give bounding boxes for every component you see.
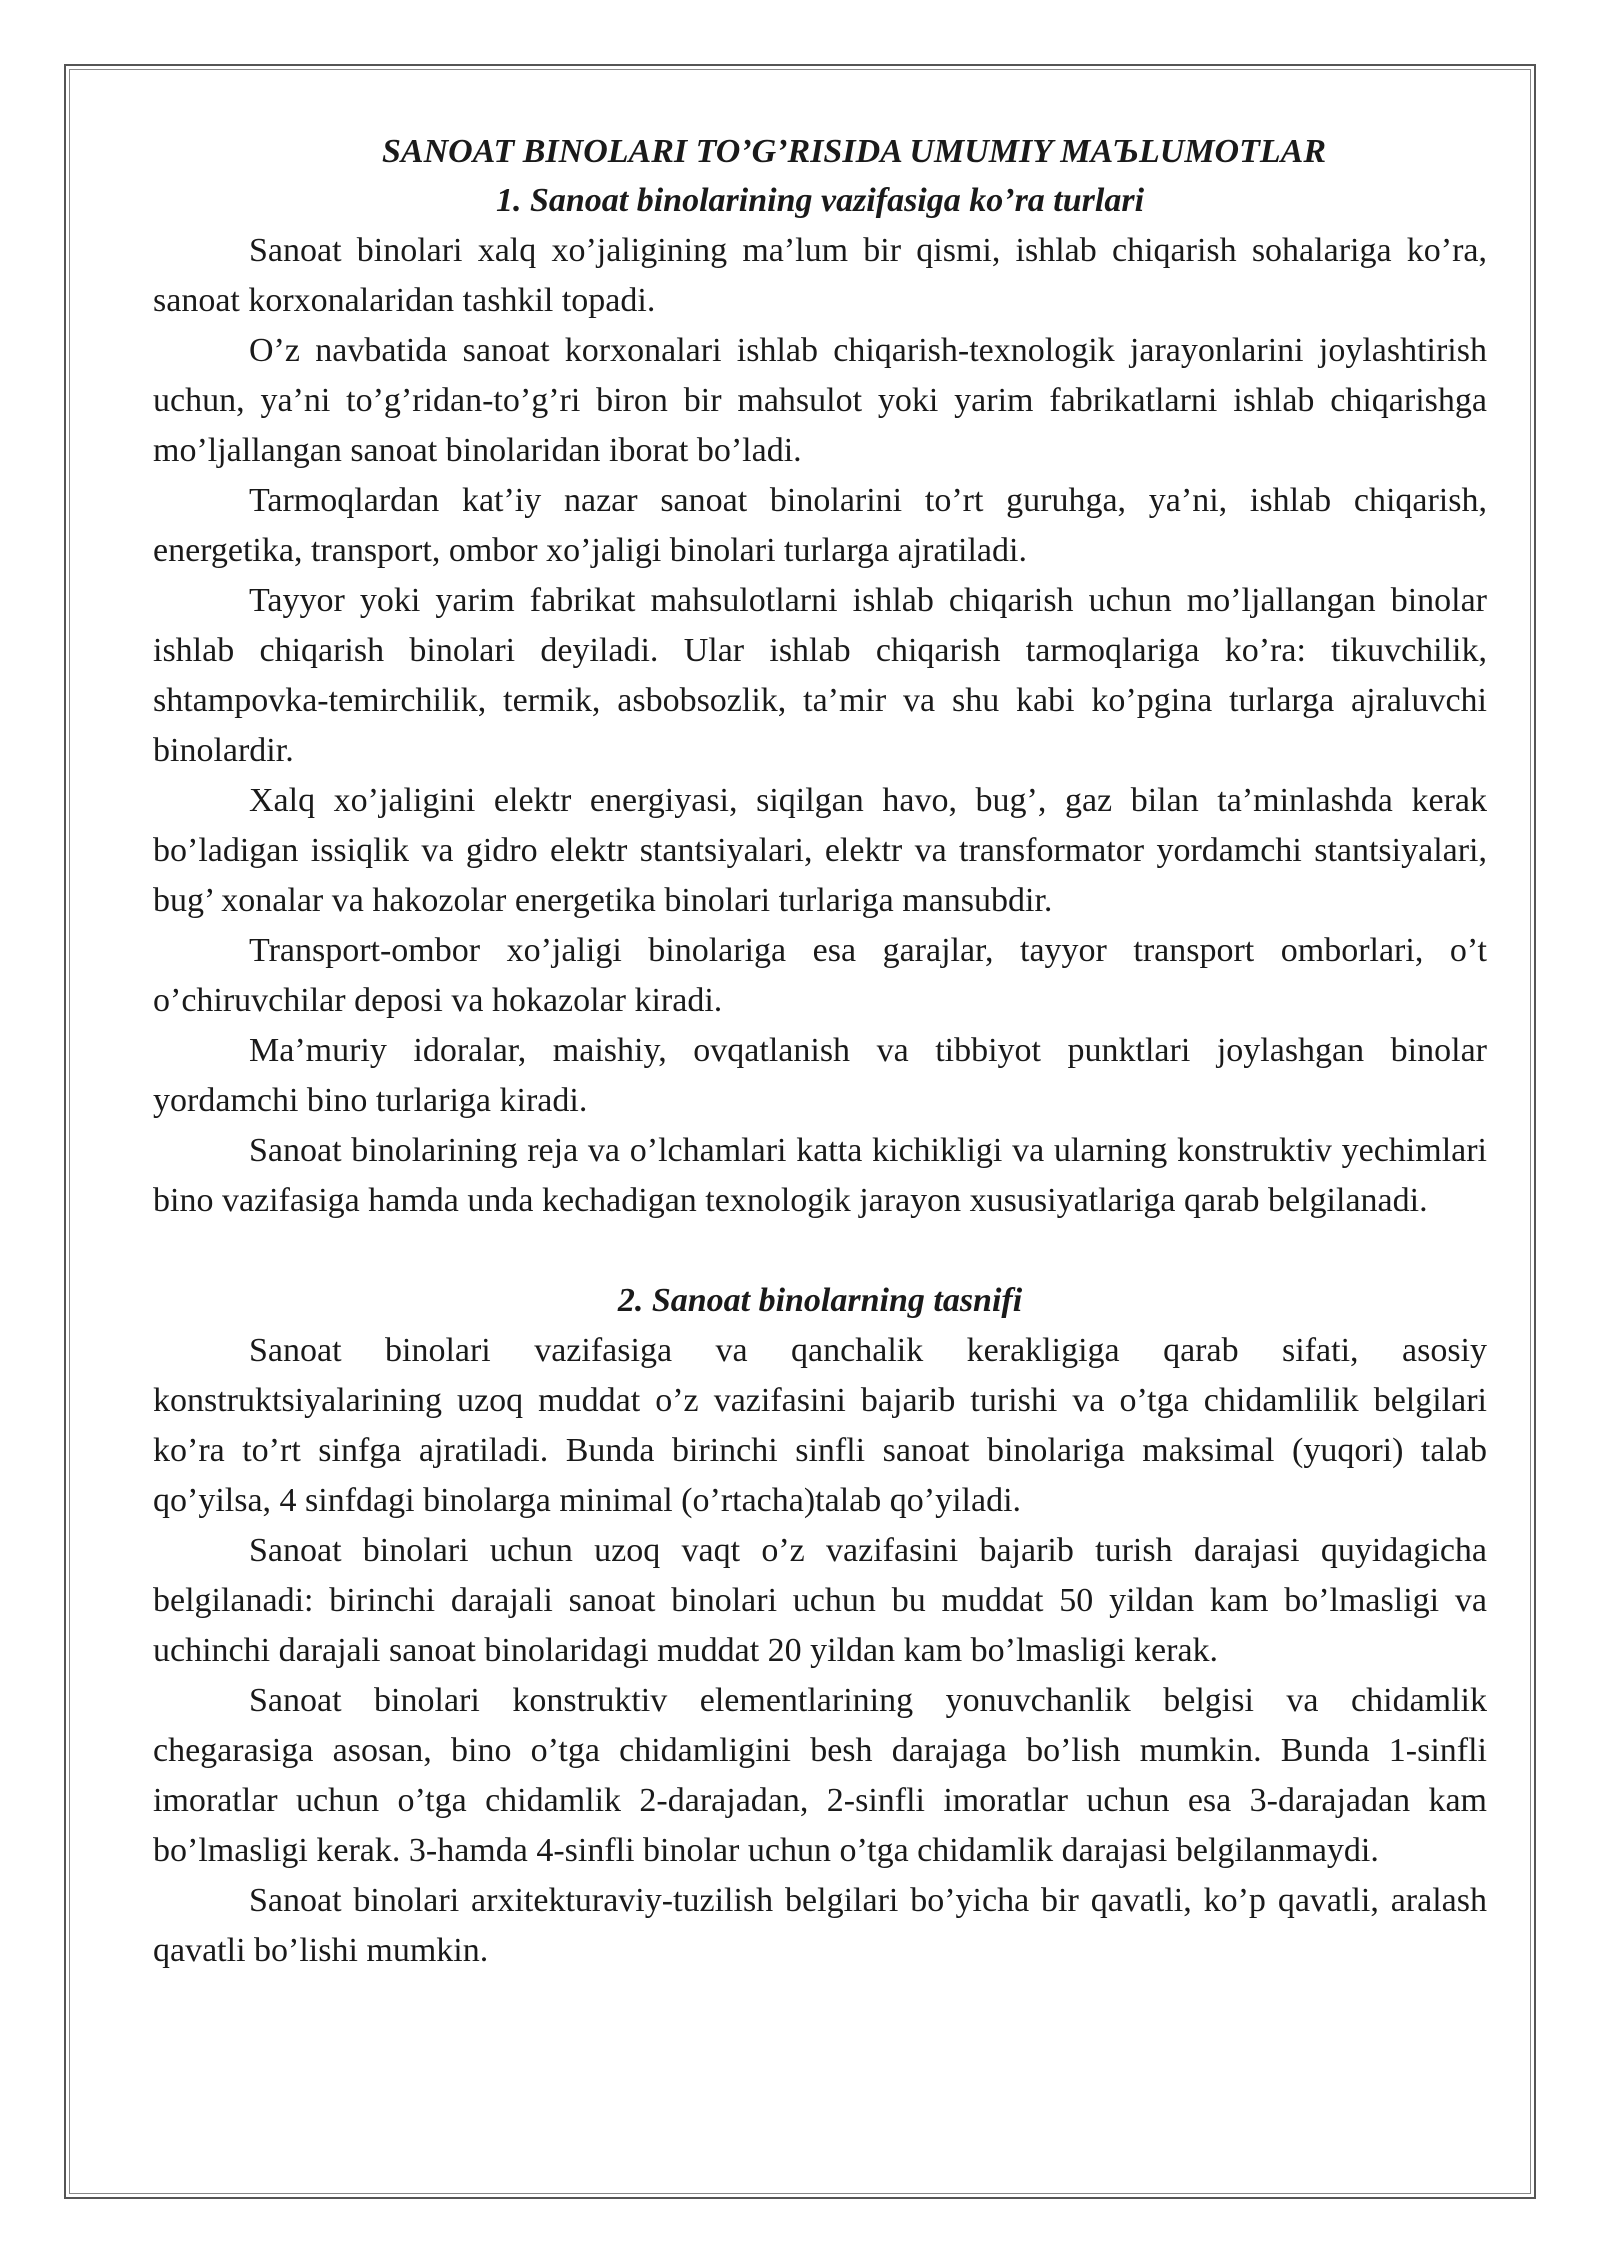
paragraph: Sanoat binolari xalq xo’jaligining ma’lum bir qismi, ishlab chiqarish sohalariga ko’ra, sanoat korxonalaridan tashkil topadi.	[153, 232, 1487, 319]
paragraph: Tarmoqlardan kat’iy nazar sanoat binolarini to’rt guruhga, ya’ni, ishlab chiqarish, energetika, transport, ombor xo’jaligi binolari turlarga ajratiladi.	[153, 482, 1487, 569]
paragraph: Transport-ombor xo’jaligi binolariga esa garajlar, tayyor transport omborlari, o’t o’chiruvchilar deposi va hokazolar kiradi.	[153, 932, 1487, 1019]
paragraph: Sanoat binolari uchun uzoq vaqt o’z vazifasini bajarib turish darajasi quyidagicha belgilanadi: birinchi darajali sanoat binolari uchun bu muddat 50 yildan kam bo’lmasligi va uchinchi darajali sanoat binolaridagi muddat 20 yildan kam bo’lmasligi kerak.	[153, 1532, 1487, 1669]
document-body	[153, 128, 1487, 1976]
section-heading: 1. Sanoat binolarining vazifasiga ko’ra turlari	[495, 182, 1145, 219]
section-2	[153, 1276, 1487, 1976]
section-spacer	[153, 1226, 1487, 1276]
paragraph: Sanoat binolari arxitekturaviy-tuzilish belgilari bo’yicha bir qavatli, ko’p qavatli, aralash qavatli bo’lishi mumkin.	[153, 1882, 1487, 1969]
paragraph: Tayyor yoki yarim fabrikat mahsulotlarni ishlab chiqarish uchun mo’ljallangan binolar ishlab chiqarish binolari deyiladi. Ular ishlab chiqarish tarmoqlariga ko’ra: tikuvchilik, shtampovka-temirchilik, termik, asbobsozlik, ta’mir va shu kabi ko’pgina turlarga ajraluvchi binolardir.	[153, 582, 1487, 769]
section-heading: 2. Sanoat binolarning tasnifi	[617, 1282, 1023, 1319]
paragraph: Sanoat binolari vazifasiga va qanchalik kerakligiga qarab sifati, asosiy konstruktsiyalarining uzoq muddat o’z vazifasini bajarib turishi va o’tga chidamlilik belgilari ko’ra to’rt sinfga ajratiladi. Bunda birinchi sinfli sanoat binolariga maksimal (yuqori) talab qo’yilsa, 4 sinfdagi binolarga minimal (o’rtacha)talab qo’yiladi.	[153, 1332, 1487, 1519]
paragraph: Xalq xo’jaligini elektr energiyasi, siqilgan havo, bug’, gaz bilan ta’minlashda kerak bo’ladigan issiqlik va gidro elektr stantsiyalari, elektr va transformator yordamchi stantsiyalari, bug’ xonalar va hakozolar energetika binolari turlariga mansubdir.	[153, 782, 1487, 919]
paragraph: Sanoat binolari konstruktiv elementlarining yonuvchanlik belgisi va chidamlik chegarasiga asosan, bino o’tga chidamligini besh darajaga bo’lish mumkin. Bunda 1-sinfli imoratlar uchun o’tga chidamlik 2-darajadan, 2-sinfli imoratlar uchun esa 3-darajadan kam bo’lmasligi kerak. 3-hamda 4-sinfli binolar uchun o’tga chidamlik darajasi belgilanmaydi.	[153, 1682, 1487, 1869]
paragraph: O’z navbatida sanoat korxonalari ishlab chiqarish-texnologik jarayonlarini joylashtirish uchun, ya’ni to’g’ridan-to’g’ri biron bir mahsulot yoki yarim fabrikatlarni ishlab chiqarishga mo’ljallangan sanoat binolaridan iborat bo’ladi.	[153, 332, 1487, 469]
paragraph: Ma’muriy idoralar, maishiy, ovqatlanish va tibbiyot punktlari joylashgan binolar yordamchi bino turlariga kiradi.	[153, 1032, 1487, 1119]
paragraph: Sanoat binolarining reja va o’lchamlari katta kichikligi va ularning konstruktiv yechimlari bino vazifasiga hamda unda kechadigan texnologik jarayon xususiyatlariga qarab belgilanadi.	[153, 1132, 1487, 1219]
section-1	[153, 176, 1487, 1226]
document-title: SANOAT BINOLARI TO’G’RISIDA UMUMIY MAЪLUMOTLAR	[381, 133, 1326, 170]
